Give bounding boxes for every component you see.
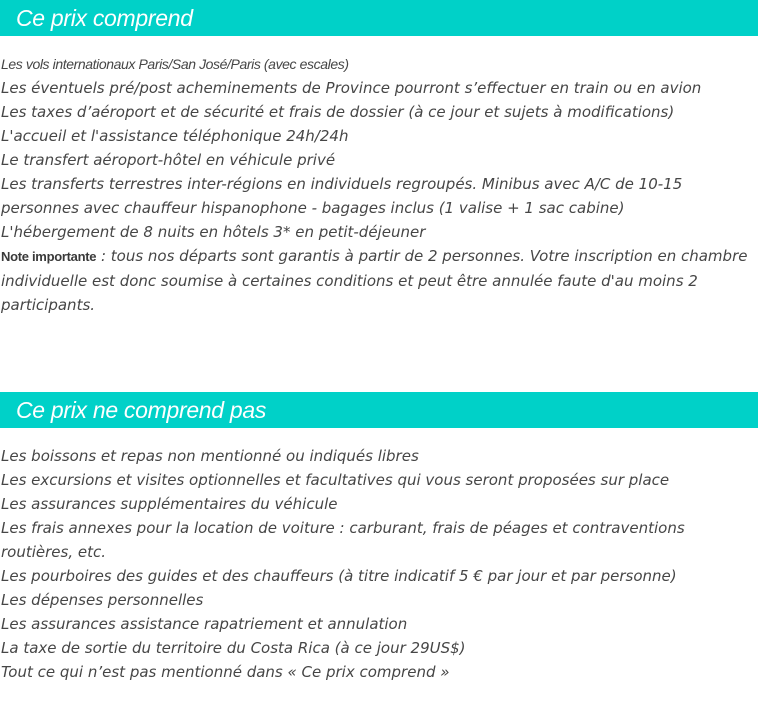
excluded-list: [1, 444, 758, 684]
important-note-label: Note importante: [1, 249, 97, 264]
list-item: Tout ce qui n’est pas mentionné dans « Ce prix comprend »: [1, 663, 450, 681]
list-item: Les excursions et visites optionnelles et facultatives qui vous seront proposées sur place: [1, 471, 670, 489]
included-section-header: [0, 0, 758, 36]
list-item: Le transfert aéroport-hôtel en véhicule privé: [1, 151, 336, 169]
excluded-section-title: Ce prix ne comprend pas: [16, 397, 267, 423]
list-item: Les assurances supplémentaires du véhicule: [1, 495, 338, 513]
list-item: Les dépenses personnelles: [1, 591, 204, 609]
list-item: Les éventuels pré/post acheminements de Province pourront s’effectuer en train ou en avion: [1, 79, 702, 97]
list-item: L'accueil et l'assistance téléphonique 24h/24h: [1, 127, 349, 145]
important-note: [1, 244, 758, 317]
list-item: La taxe de sortie du territoire du Costa Rica (à ce jour 29US$): [1, 639, 466, 657]
included-section-title: Ce prix comprend: [16, 5, 193, 31]
excluded-section-header: [0, 392, 758, 428]
list-item: Les frais annexes pour la location de voiture : carburant, frais de péages et contraventions routières, etc.: [1, 519, 685, 561]
list-item: Les taxes d’aéroport et de sécurité et frais de dossier (à ce jour et sujets à modifications): [1, 103, 675, 121]
included-list: [1, 52, 758, 317]
important-note-text: : tous nos départs sont garantis à partir de 2 personnes. Votre inscription en chambre individuelle est donc soumise à certaines conditions et peut être annulée faute d'au moins 2 participants.: [1, 247, 748, 314]
list-item: Les assurances assistance rapatriement et annulation: [1, 615, 408, 633]
list-item: Les transferts terrestres inter-régions en individuels regroupés. Minibus avec A/C de 10-15 personnes avec chauffeur hispanophone - bagages inclus (1 valise + 1 sac cabine): [1, 175, 683, 217]
list-item: Les pourboires des guides et des chauffeurs (à titre indicatif 5 € par jour et par personne): [1, 567, 677, 585]
list-item: L'hébergement de 8 nuits en hôtels 3* en petit-déjeuner: [1, 223, 426, 241]
list-item: Les vols internationaux Paris/San José/Paris (avec escales): [1, 56, 349, 72]
list-item: Les boissons et repas non mentionné ou indiqués libres: [1, 447, 419, 465]
